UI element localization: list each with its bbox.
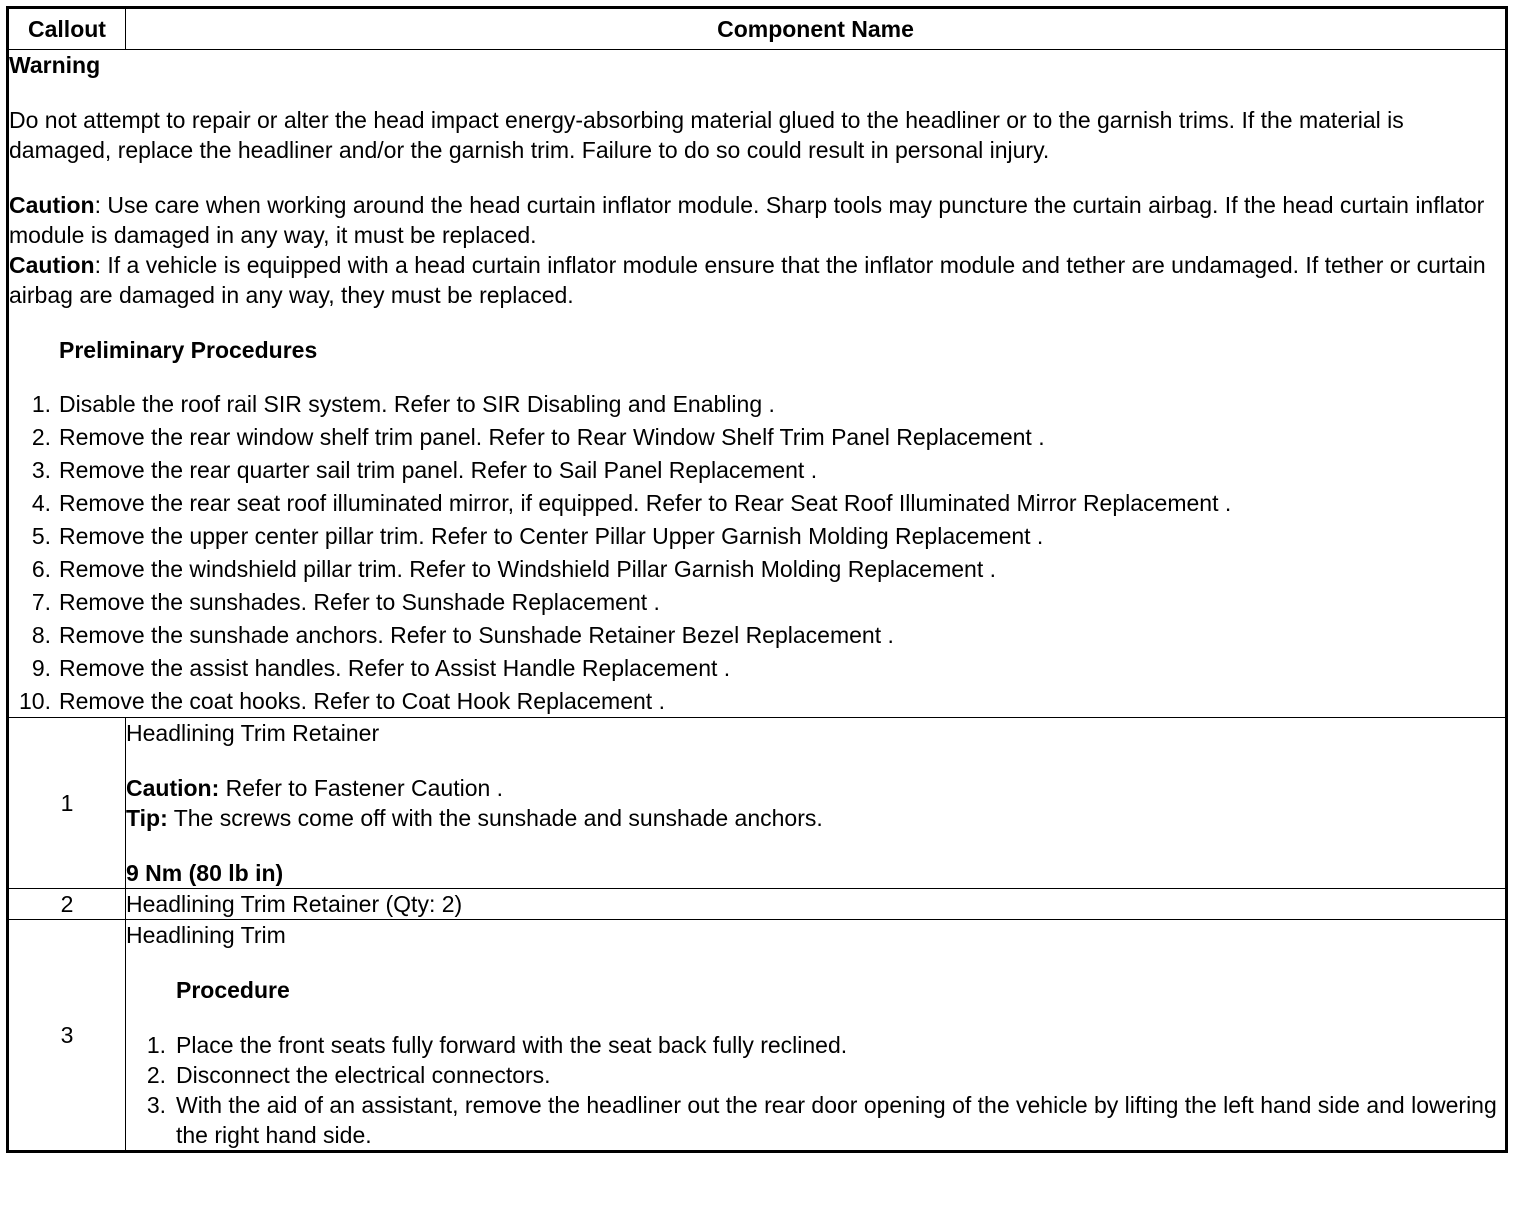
- step-text: Remove the coat hooks. Refer to Coat Hook Replacement .: [59, 687, 665, 714]
- list-item: [9, 585, 1505, 618]
- step-number: 10.: [19, 687, 51, 714]
- step-text: Remove the windshield pillar trim. Refer to Windshield Pillar Garnish Molding Replacement .: [59, 555, 997, 582]
- step-number: 2.: [31, 423, 51, 450]
- step-text: Disable the roof rail SIR system. Refer to SIR Disabling and Enabling .: [59, 390, 775, 417]
- warning-text: Do not attempt to repair or alter the head impact energy-absorbing material glued to the headliner or to the garnish trims. If the material is damaged, replace the headliner and/or the garnish trim. Failure to do so could result in personal injury.: [9, 107, 1404, 163]
- list-item: [9, 453, 1505, 486]
- step-number: 7.: [31, 588, 51, 615]
- step-text: Remove the assist handles. Refer to Assist Handle Replacement .: [59, 654, 731, 681]
- step-text: Remove the sunshades. Refer to Sunshade Replacement .: [59, 588, 660, 615]
- header-callout: Callout: [8, 8, 126, 50]
- list-item: [126, 1030, 1505, 1060]
- step-text: Remove the rear seat roof illuminated mirror, if equipped. Refer to Rear Seat Roof Illuminated Mirror Replacement .: [59, 489, 1232, 516]
- list-item: [126, 1090, 1505, 1150]
- component-name: Headlining Trim Retainer: [126, 720, 380, 746]
- step-text: Remove the upper center pillar trim. Refer to Center Pillar Upper Garnish Molding Replacement .: [59, 522, 1044, 549]
- list-item: [9, 651, 1505, 684]
- caution-note: Caution: Use care when working around the head curtain inflator module. Sharp tools may puncture the curtain airbag. If the head curtain inflator module is damaged in any way, it must be replaced.: [9, 192, 1485, 248]
- component-name: Headlining Trim Retainer (Qty: 2): [126, 889, 1507, 920]
- step-number: 6.: [31, 555, 51, 582]
- torque-spec: 9 Nm (80 lb in): [126, 860, 284, 886]
- step-number: 2.: [146, 1062, 166, 1088]
- table-row: [8, 718, 1507, 889]
- table-row: [8, 920, 1507, 1152]
- callout-number: 2: [8, 889, 126, 920]
- step-number: 5.: [31, 522, 51, 549]
- step-text: Remove the rear window shelf trim panel. Refer to Rear Window Shelf Trim Panel Replacement .: [59, 423, 1045, 450]
- preliminary-steps-list: [9, 387, 1505, 717]
- list-item: [9, 387, 1505, 420]
- step-text: Remove the rear quarter sail trim panel. Refer to Sail Panel Replacement .: [59, 456, 818, 483]
- step-number: 1.: [146, 1032, 166, 1058]
- step-text: Place the front seats fully forward with the seat back fully reclined.: [176, 1032, 848, 1058]
- component-table: [6, 6, 1508, 1153]
- component-cell: [126, 718, 1507, 889]
- warning-row: [8, 50, 1507, 718]
- list-item: [9, 618, 1505, 651]
- step-text: Remove the sunshade anchors. Refer to Sunshade Retainer Bezel Replacement .: [59, 621, 894, 648]
- caution-note: Caution: Refer to Fastener Caution .: [126, 775, 504, 801]
- list-item: [9, 420, 1505, 453]
- warning-cell: [8, 50, 1507, 718]
- step-number: 3.: [146, 1092, 166, 1118]
- step-text: Disconnect the electrical connectors.: [176, 1062, 551, 1088]
- list-item: [9, 684, 1505, 717]
- list-item: [9, 552, 1505, 585]
- step-number: 1.: [31, 390, 51, 417]
- component-cell: [126, 920, 1507, 1152]
- step-number: 3.: [31, 456, 51, 483]
- warning-title: Warning: [9, 52, 101, 78]
- step-number: 4.: [31, 489, 51, 516]
- preliminary-procedures-title: Preliminary Procedures: [59, 337, 318, 363]
- list-item: [9, 486, 1505, 519]
- callout-number: 3: [8, 920, 126, 1152]
- step-text: With the aid of an assistant, remove the headliner out the rear door opening of the vehicle by lifting the left hand side and lowering the right hand side.: [176, 1092, 1497, 1148]
- caution-note: Caution: If a vehicle is equipped with a head curtain inflator module ensure that the inflator module and tether are undamaged. If tether or curtain airbag are damaged in any way, they must be replaced.: [9, 252, 1486, 308]
- component-name: Headlining Trim: [126, 922, 286, 948]
- list-item: [9, 519, 1505, 552]
- callout-number: 1: [8, 718, 126, 889]
- table-header-row: [8, 8, 1507, 50]
- procedure-title: Procedure: [176, 977, 290, 1003]
- table-row: [8, 889, 1507, 920]
- tip-note: Tip: The screws come off with the sunshade and sunshade anchors.: [126, 805, 823, 831]
- step-number: 8.: [31, 621, 51, 648]
- list-item: [126, 1060, 1505, 1090]
- header-component-name: Component Name: [126, 8, 1507, 50]
- step-number: 9.: [31, 654, 51, 681]
- procedure-steps-list: [126, 1030, 1505, 1150]
